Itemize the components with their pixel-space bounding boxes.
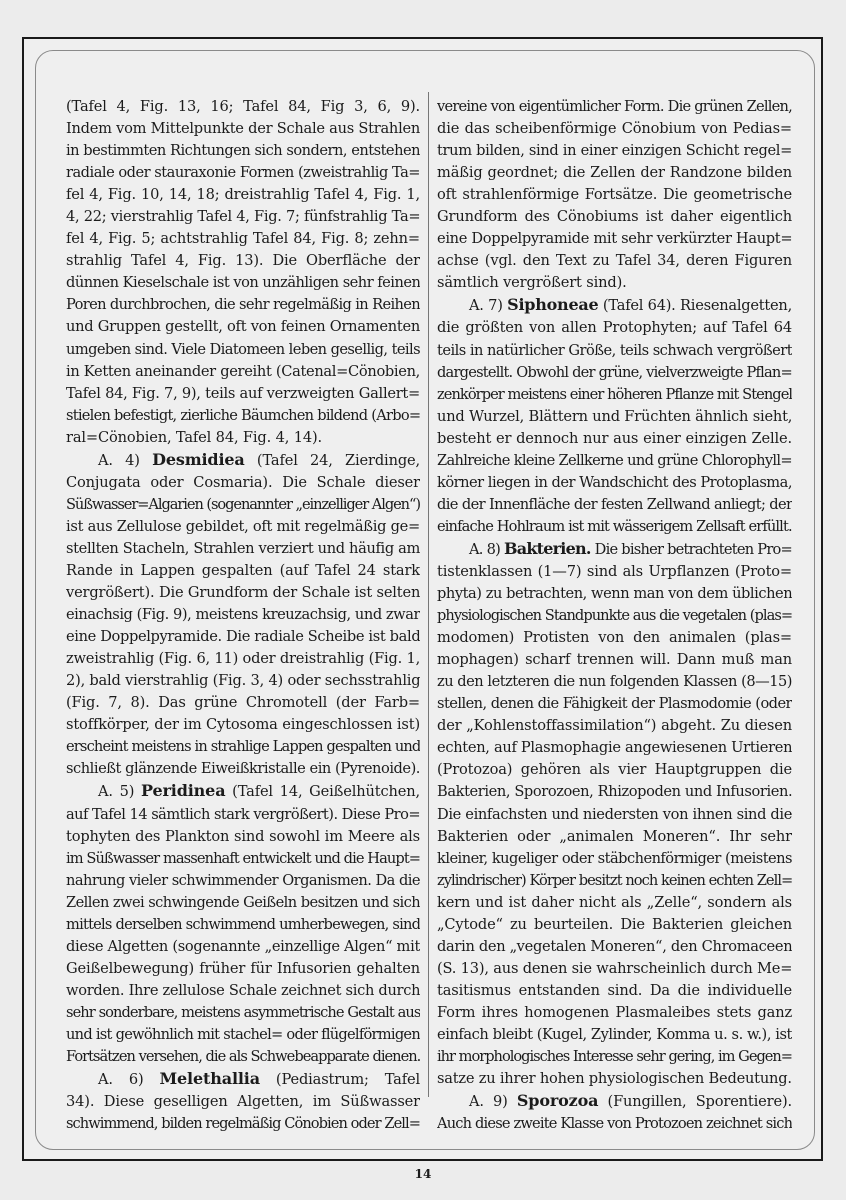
line-text: mittels derselben schwimmend umherbewegen, sind	[66, 915, 420, 933]
line-text: Die einfachsten und niedersten von ihnen sind die	[437, 805, 792, 823]
line-text: umgeben sind. Viele Diatomeen leben gesellig, teils	[66, 340, 420, 358]
line-text: (Fungillen, Sporentiere).	[598, 1093, 792, 1111]
text-line	[66, 162, 420, 184]
text-line	[437, 980, 792, 1002]
text-line	[66, 692, 420, 714]
line-text: sämtlich vergrößert sind).	[437, 274, 627, 292]
line-text: körner liegen in der Wandschicht des Protoplasma,	[437, 473, 792, 491]
text-line	[437, 428, 792, 450]
section-title: Siphoneae	[507, 295, 599, 315]
text-line	[66, 516, 420, 538]
text-line	[437, 272, 792, 294]
line-text: zylindrischer) Körper besitzt noch keinen echten Zell=	[437, 871, 792, 889]
text-line	[437, 206, 792, 228]
section-heading-line	[437, 1090, 792, 1113]
section-number: A. 5)	[98, 783, 142, 801]
line-text: (Protozoa) gehören als vier Hauptgruppen die	[437, 761, 792, 779]
line-text: erscheint meistens in strahlige Lappen gespalten und	[66, 738, 420, 756]
section-heading-line	[437, 538, 792, 561]
line-text: ral=Cönobien, Tafel 84, Fig. 4, 14).	[66, 428, 323, 446]
line-text: kleiner, kugeliger oder stäbchenförmiger (meistens	[437, 849, 792, 867]
text-line	[66, 1091, 420, 1113]
text-line	[437, 406, 792, 428]
line-text: einfache Hohlraum ist mit wässerigem Zellsaft erfüllt.	[437, 517, 792, 535]
line-text: einachsig (Fig. 9), meistens kreuzachsig, und zwar	[66, 606, 420, 624]
text-line	[66, 316, 420, 338]
line-text: modomen) Protisten von den animalen (plas=	[437, 629, 792, 647]
text-line	[66, 272, 420, 294]
text-line	[437, 250, 792, 272]
line-text: vereine von eigentümlicher Form. Die grünen Zellen,	[437, 98, 792, 115]
text-line	[66, 736, 420, 758]
section-number: A. 4)	[98, 451, 153, 469]
line-text: echten, auf Plasmophagie angewiesenen Urtieren	[437, 739, 792, 757]
text-line	[66, 472, 420, 494]
line-text: Form ihres homogenen Plasmaleibes stets ganz	[437, 1003, 792, 1021]
line-text: stielen befestigt, zierliche Bäumchen bildend (Arbo=	[66, 406, 420, 424]
line-text: (Tafel 4, Fig. 13, 16; Tafel 84, Fig 3, 6, 9).	[66, 98, 420, 115]
text-line	[437, 450, 792, 472]
line-text: 34). Diese geselligen Algetten, im Süßwasser	[66, 1093, 420, 1111]
text-line	[437, 627, 792, 649]
text-line	[437, 936, 792, 958]
line-text: phyta) zu betrachten, wenn man von dem üblichen	[437, 585, 792, 603]
section-title: Bakterien.	[503, 538, 591, 558]
text-line	[66, 427, 420, 449]
line-text: (Tafel 14, Geißelhütchen,	[225, 783, 420, 801]
text-line	[66, 1046, 420, 1068]
section-title: Sporozoa	[516, 1091, 599, 1111]
section-heading-line	[437, 294, 792, 317]
line-text: ist aus Zellulose gebildet, oft mit regelmäßig ge=	[66, 517, 420, 535]
text-line	[437, 362, 792, 384]
text-line	[437, 561, 792, 583]
line-text: fel 4, Fig. 10, 14, 18; dreistrahlig Tafel 4, Fig. 1,	[66, 186, 420, 204]
line-text: zweistrahlig (Fig. 6, 11) oder dreistrahlig (Fig. 1,	[66, 650, 420, 668]
section-heading-line	[66, 780, 420, 803]
text-line	[66, 96, 420, 118]
line-text: stoffkörper, der im Cytosoma eingeschlossen ist)	[66, 716, 420, 734]
line-text: stellten Stacheln, Strahlen verziert und häufig am	[66, 539, 420, 557]
text-line	[437, 848, 792, 870]
text-line	[66, 914, 420, 936]
text-line	[437, 162, 792, 184]
text-line	[66, 670, 420, 692]
line-text: achse (vgl. den Text zu Tafel 34, deren Figuren	[437, 252, 792, 270]
text-line	[437, 693, 792, 715]
line-text: eine Doppelpyramide mit sehr verkürzter Haupt=	[437, 230, 792, 248]
line-text: die größten von allen Protophyten; auf Tafel 64	[437, 319, 792, 337]
text-line	[437, 958, 792, 980]
section-title: Peridinea	[141, 781, 226, 801]
line-text: trum bilden, sind in einer einzigen Schicht regel=	[437, 142, 792, 160]
line-text: (Pediastrum; Tafel	[259, 1071, 420, 1089]
section-number: A. 7)	[469, 297, 508, 315]
line-text: radiale oder stauraxonie Formen (zweistrahlig Ta=	[66, 164, 420, 182]
line-text: Bakterien oder „animalen Moneren“. Ihr sehr	[437, 827, 792, 845]
line-text: auf Tafel 14 sämtlich stark vergrößert). Diese Pro=	[66, 805, 420, 823]
line-text: vergrößert). Die Grundform der Schale ist selten	[66, 584, 420, 602]
column-divider	[428, 92, 429, 1097]
line-text: fel 4, Fig. 5; achtstrahlig Tafel 84, Fig. 8; zehn=	[66, 230, 420, 248]
text-line	[437, 715, 792, 737]
line-text: kern und ist daher nicht als „Zelle“, sondern als	[437, 893, 792, 911]
section-number: A. 9)	[469, 1093, 517, 1111]
section-heading-line	[66, 1068, 420, 1091]
text-line	[66, 1002, 420, 1024]
line-text: sehr sonderbare, meistens asymmetrische Gestalt aus	[66, 1003, 420, 1021]
line-text: dünnen Kieselschale ist von unzähligen sehr feinen	[66, 274, 420, 292]
text-line	[66, 936, 420, 958]
text-line	[437, 759, 792, 781]
text-line	[437, 892, 792, 914]
line-text: worden. Ihre zellulose Schale zeichnet sich durch	[66, 981, 420, 999]
section-title: Desmidiea	[152, 449, 245, 469]
text-line	[437, 184, 792, 206]
text-line	[66, 140, 420, 162]
line-text: eine Doppelpyramide. Die radiale Scheibe ist bald	[66, 628, 420, 646]
line-text: tophyten des Plankton sind sowohl im Meere als	[66, 827, 420, 845]
text-line	[437, 140, 792, 162]
text-line	[437, 804, 792, 826]
line-text: im Süßwasser massenhaft entwickelt und die Haupt=	[66, 849, 420, 867]
text-line	[437, 737, 792, 759]
text-line	[66, 184, 420, 206]
page-number: 14	[414, 1167, 432, 1181]
text-line	[437, 870, 792, 892]
text-line	[437, 96, 792, 118]
line-text: teils in natürlicher Größe, teils schwach vergrößert	[437, 341, 792, 359]
text-line	[66, 560, 420, 582]
text-line	[66, 118, 420, 140]
text-line	[66, 826, 420, 848]
text-line	[66, 714, 420, 736]
line-text: Conjugata oder Cosmaria). Die Schale dieser	[66, 473, 420, 491]
line-text: in bestimmten Richtungen sich sondern, entstehen	[66, 142, 420, 160]
line-text: der „Kohlenstoffassimilation“) abgeht. Zu diesen	[437, 717, 792, 735]
text-line	[66, 980, 420, 1002]
text-line	[66, 339, 420, 361]
line-text: Poren durchbrochen, die sehr regelmäßig in Reihen	[66, 296, 420, 314]
line-text: in Ketten aneinander gereiht (Catenal=Cönobien,	[66, 362, 420, 380]
section-number: A. 6)	[98, 1071, 160, 1089]
text-line	[437, 317, 792, 339]
text-line	[437, 914, 792, 936]
text-line	[66, 870, 420, 892]
text-line	[437, 781, 792, 803]
text-line	[437, 340, 792, 362]
line-text: 4, 22; vierstrahlig Tafel 4, Fig. 7; fünfstrahlig Ta=	[66, 208, 420, 226]
line-text: strahlig Tafel 4, Fig. 13). Die Oberfläche der	[66, 252, 420, 270]
line-text: Bakterien, Sporozoen, Rhizopoden und Infusorien.	[437, 783, 792, 801]
line-text: tistenklassen (1—7) sind als Urpflanzen (Proto=	[437, 562, 792, 580]
line-text: Fortsätzen versehen, die als Schwebeapparate dienen.	[66, 1048, 420, 1066]
text-line	[437, 1113, 792, 1135]
line-text: die der Innenfläche der festen Zellwand anliegt; der	[437, 495, 792, 513]
line-text: „Cytode“ zu beurteilen. Die Bakterien gleichen	[437, 915, 792, 933]
text-line	[66, 294, 420, 316]
text-line	[437, 118, 792, 140]
text-line	[437, 228, 792, 250]
text-line	[66, 228, 420, 250]
text-line	[66, 1024, 420, 1046]
line-text: Zahlreiche kleine Zellkerne und grüne Chlorophyll=	[437, 451, 792, 469]
line-text: die das scheibenförmige Cönobium von Pedias=	[437, 120, 792, 138]
text-line	[437, 516, 792, 538]
line-text: (Tafel 64). Riesenalgetten,	[598, 297, 792, 315]
line-text: (S. 13), aus denen sie wahrscheinlich durch Me=	[437, 959, 792, 977]
line-text: und Wurzel, Blättern und Früchten ähnlich sieht,	[437, 407, 792, 425]
line-text: Grundform des Cönobiums ist daher eigentlich	[437, 208, 792, 226]
text-line	[437, 649, 792, 671]
text-line	[437, 1002, 792, 1024]
line-text: mäßig geordnet; die Zellen der Randzone bilden	[437, 164, 792, 182]
line-text: mophagen) scharf trennen will. Dann muß man	[437, 651, 792, 669]
text-line	[437, 494, 792, 516]
line-text: Süßwasser=Algarien (sogenannter „einzelliger Algen“)	[66, 495, 420, 513]
line-text: zenkörper meistens einer höheren Pflanze mit Stengel	[437, 385, 792, 403]
text-line	[66, 626, 420, 648]
line-text: und ist gewöhnlich mit stachel= oder flügelförmigen	[66, 1025, 420, 1043]
text-line	[66, 361, 420, 383]
line-text: besteht er dennoch nur aus einer einzigen Zelle.	[437, 429, 792, 447]
line-text: nahrung vieler schwimmender Organismen. Da die	[66, 871, 420, 889]
text-line	[437, 583, 792, 605]
text-line	[66, 494, 420, 516]
text-line	[437, 605, 792, 627]
line-text: diese Algetten (sogenannte „einzellige Algen“ mit	[66, 937, 420, 955]
line-text: physiologischen Standpunkte aus die vegetalen (plas=	[437, 607, 792, 625]
text-line	[66, 383, 420, 405]
line-text: darin den „vegetalen Moneren“, den Chromaceen	[437, 937, 792, 955]
text-line	[437, 1046, 792, 1068]
text-line	[66, 250, 420, 272]
right-text-column	[437, 96, 792, 1135]
line-text: satze zu ihrer hohen physiologischen Bedeutung.	[437, 1070, 792, 1088]
line-text: schwimmend, bilden regelmäßig Cönobien oder Zell=	[66, 1115, 420, 1133]
line-text: Zellen zwei schwingende Geißeln besitzen und sich	[66, 893, 420, 911]
text-line	[66, 892, 420, 914]
text-line	[437, 384, 792, 406]
text-line	[66, 648, 420, 670]
text-line	[66, 582, 420, 604]
line-text: dargestellt. Obwohl der grüne, vielverzweigte Pflan=	[437, 363, 792, 381]
text-line	[66, 206, 420, 228]
line-text: stellen, denen die Fähigkeit der Plasmodomie (oder	[437, 695, 792, 713]
line-text: Rande in Lappen gespalten (auf Tafel 24 stark	[66, 561, 420, 579]
line-text: (Fig. 7, 8). Das grüne Chromotell (der Farb=	[66, 694, 420, 712]
text-line	[66, 804, 420, 826]
section-title: Melethallia	[159, 1069, 260, 1089]
text-line	[66, 405, 420, 427]
line-text: 2), bald vierstrahlig (Fig. 3, 4) oder sechsstrahlig	[66, 672, 420, 690]
left-text-column	[66, 96, 420, 1135]
text-line	[66, 538, 420, 560]
line-text: Indem vom Mittelpunkte der Schale aus Strahlen	[66, 120, 420, 138]
text-line	[66, 1113, 420, 1135]
text-line	[66, 848, 420, 870]
section-heading-line	[66, 449, 420, 472]
line-text: zu den letzteren die nun folgenden Klassen (8—15)	[437, 673, 792, 691]
text-line	[437, 1024, 792, 1046]
text-line	[66, 758, 420, 780]
section-number: A. 8)	[469, 540, 504, 558]
text-line	[437, 826, 792, 848]
line-text: Tafel 84, Fig. 7, 9), teils auf verzweigten Gallert=	[66, 384, 420, 402]
line-text: einfach bleibt (Kugel, Zylinder, Komma u. s. w.), ist	[437, 1025, 792, 1043]
line-text: Geißelbewegung) früher für Infusorien gehalten	[66, 959, 420, 977]
line-text: (Tafel 24, Zierdinge,	[244, 451, 420, 469]
line-text: Auch diese zweite Klasse von Protozoen zeichnet sich	[437, 1115, 792, 1133]
line-text: Die bisher betrachteten Pro=	[590, 540, 792, 558]
line-text: ihr morphologisches Interesse sehr gering, im Gegen=	[437, 1048, 792, 1066]
text-line	[66, 604, 420, 626]
line-text: schließt glänzende Eiweißkristalle ein (Pyrenoide).	[66, 760, 420, 778]
text-line	[437, 472, 792, 494]
line-text: oft strahlenförmige Fortsätze. Die geometrische	[437, 186, 792, 204]
text-line	[437, 1068, 792, 1090]
line-text: tasitismus entstanden sind. Da die individuelle	[437, 981, 792, 999]
text-line	[437, 671, 792, 693]
line-text: und Gruppen gestellt, oft von feinen Ornamenten	[66, 318, 420, 336]
text-line	[66, 958, 420, 980]
